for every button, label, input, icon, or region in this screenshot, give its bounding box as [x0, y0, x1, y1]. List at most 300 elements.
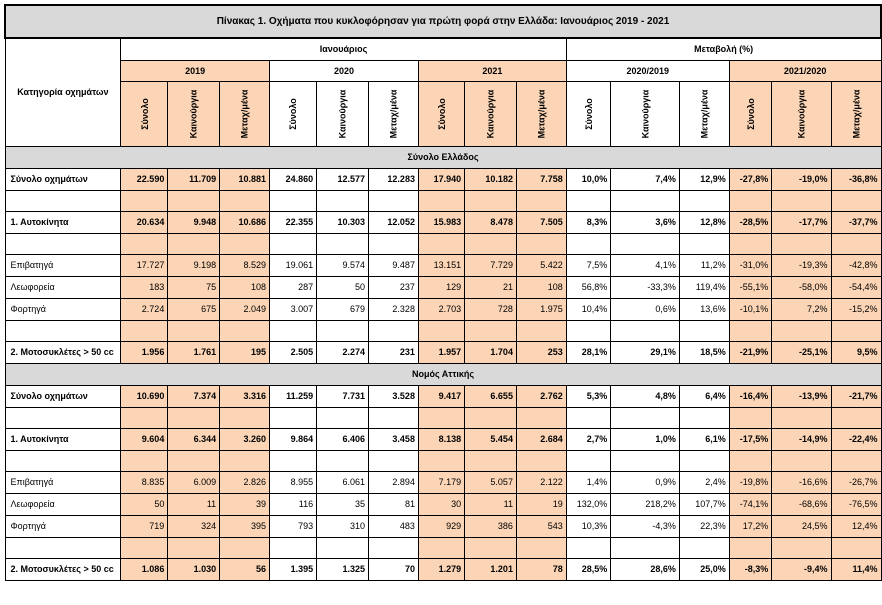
data-cell: 10.881	[220, 168, 270, 190]
data-cell: -21,7%	[831, 385, 881, 407]
data-cell: 25,0%	[679, 558, 729, 580]
data-cell	[220, 320, 270, 341]
vehicles-table	[4, 4, 882, 581]
data-cell: 6.344	[168, 428, 220, 450]
sub-header-label: Μεταχ/μένα	[851, 89, 862, 138]
data-cell	[270, 537, 317, 558]
data-cell	[168, 190, 220, 211]
data-cell: -36,8%	[831, 168, 881, 190]
data-cell	[566, 233, 610, 254]
data-cell: -25,1%	[772, 341, 831, 363]
data-cell: 8.835	[121, 471, 168, 493]
data-cell: 9.417	[418, 385, 464, 407]
data-cell	[121, 233, 168, 254]
data-cell: 2.505	[270, 341, 317, 363]
row-label: 2. Μοτοσυκλέτες > 50 cc	[5, 341, 121, 363]
data-cell: 9.948	[168, 211, 220, 233]
change-group-header: Μεταβολή (%)	[566, 38, 881, 60]
data-cell: 2.684	[516, 428, 566, 450]
sub-header-label: Σύνολο	[745, 97, 756, 130]
data-cell: 5,3%	[566, 385, 610, 407]
sub-header-label: Σύνολο	[436, 97, 447, 130]
data-cell: 6.655	[465, 385, 517, 407]
data-cell: 24.860	[270, 168, 317, 190]
data-cell	[566, 320, 610, 341]
data-cell	[121, 190, 168, 211]
data-cell: 28,5%	[566, 558, 610, 580]
data-cell: -4,3%	[611, 515, 680, 537]
data-cell: -17,7%	[772, 211, 831, 233]
row-label: Φορτηγά	[5, 515, 121, 537]
data-cell: 129	[418, 276, 464, 298]
data-cell: 2.724	[121, 298, 168, 320]
data-cell: -76,5%	[831, 493, 881, 515]
data-cell	[679, 450, 729, 471]
data-cell: 12,9%	[679, 168, 729, 190]
data-cell: 1.395	[270, 558, 317, 580]
row-label: 2. Μοτοσυκλέτες > 50 cc	[5, 558, 121, 580]
change-header-2021-2020: 2021/2020	[729, 60, 881, 81]
data-cell: 8.478	[465, 211, 517, 233]
data-cell	[679, 537, 729, 558]
data-cell: 11	[168, 493, 220, 515]
sub-header-label: Καινούργια	[640, 89, 651, 138]
data-cell: 6,1%	[679, 428, 729, 450]
table-row	[5, 298, 881, 320]
data-cell	[418, 450, 464, 471]
data-cell: 8.955	[270, 471, 317, 493]
category-header: Κατηγορία οχημάτων	[5, 38, 121, 146]
data-cell	[566, 407, 610, 428]
data-cell	[270, 320, 317, 341]
data-cell: 28,6%	[611, 558, 680, 580]
data-cell: 7.505	[516, 211, 566, 233]
sub-header-label: Καινούργια	[337, 89, 348, 138]
row-label: Λεωφορεία	[5, 276, 121, 298]
data-cell: 12,4%	[831, 515, 881, 537]
data-cell: 11,2%	[679, 254, 729, 276]
data-cell: 116	[270, 493, 317, 515]
data-cell: 75	[168, 276, 220, 298]
data-cell	[516, 190, 566, 211]
row-label: Σύνολο οχημάτων	[5, 385, 121, 407]
sub-header-cell	[368, 81, 418, 146]
data-cell	[729, 320, 771, 341]
data-cell: 253	[516, 341, 566, 363]
data-cell: 50	[121, 493, 168, 515]
data-cell: 8,3%	[566, 211, 610, 233]
data-cell: -58,0%	[772, 276, 831, 298]
data-cell	[679, 407, 729, 428]
data-cell: 2.894	[368, 471, 418, 493]
data-cell	[317, 320, 369, 341]
row-label: Επιβατηγά	[5, 471, 121, 493]
report-table-wrapper	[4, 4, 882, 581]
data-cell: 1.325	[317, 558, 369, 580]
data-cell: 10,0%	[566, 168, 610, 190]
data-cell: -37,7%	[831, 211, 881, 233]
data-cell: 108	[220, 276, 270, 298]
data-cell: 4,8%	[611, 385, 680, 407]
data-cell	[317, 450, 369, 471]
data-cell: 15.983	[418, 211, 464, 233]
data-cell: 28,1%	[566, 341, 610, 363]
data-cell: 11.709	[168, 168, 220, 190]
data-cell	[368, 320, 418, 341]
data-cell: 81	[368, 493, 418, 515]
data-cell: -68,6%	[772, 493, 831, 515]
data-cell	[418, 190, 464, 211]
data-cell: -10,1%	[729, 298, 771, 320]
spacer-row	[5, 407, 881, 428]
data-cell: 30	[418, 493, 464, 515]
data-cell: 7.179	[418, 471, 464, 493]
data-cell	[168, 233, 220, 254]
data-cell: -74,1%	[729, 493, 771, 515]
data-cell	[270, 450, 317, 471]
sub-header-cell	[418, 81, 464, 146]
data-cell	[270, 190, 317, 211]
data-cell: 2.826	[220, 471, 270, 493]
data-cell: 9,5%	[831, 341, 881, 363]
sub-header-cell	[611, 81, 680, 146]
data-cell: 13.151	[418, 254, 464, 276]
data-cell	[465, 537, 517, 558]
data-cell: 237	[368, 276, 418, 298]
data-cell: 1,4%	[566, 471, 610, 493]
data-cell: 10,4%	[566, 298, 610, 320]
data-cell: -55,1%	[729, 276, 771, 298]
data-cell: 108	[516, 276, 566, 298]
row-label	[5, 190, 121, 211]
data-cell: 9.604	[121, 428, 168, 450]
data-cell	[465, 190, 517, 211]
section-header: Σύνολο Ελλάδος	[5, 146, 881, 168]
data-cell: 3.260	[220, 428, 270, 450]
data-cell: 29,1%	[611, 341, 680, 363]
data-cell: 5.422	[516, 254, 566, 276]
sub-header-label: Μεταχ/μένα	[699, 89, 710, 138]
data-cell	[121, 537, 168, 558]
data-cell	[368, 190, 418, 211]
data-cell: 70	[368, 558, 418, 580]
data-cell: 2.762	[516, 385, 566, 407]
data-cell: 183	[121, 276, 168, 298]
data-cell: 929	[418, 515, 464, 537]
row-label: 1. Αυτοκίνητα	[5, 211, 121, 233]
data-cell: 1.975	[516, 298, 566, 320]
data-cell: 7,5%	[566, 254, 610, 276]
data-cell: 9.864	[270, 428, 317, 450]
data-cell	[270, 407, 317, 428]
sub-header-cell	[772, 81, 831, 146]
data-cell: 132,0%	[566, 493, 610, 515]
data-cell: 7,4%	[611, 168, 680, 190]
data-cell: 195	[220, 341, 270, 363]
spacer-row	[5, 233, 881, 254]
data-cell: 6.406	[317, 428, 369, 450]
data-cell	[729, 537, 771, 558]
data-cell: 12.283	[368, 168, 418, 190]
table-row	[5, 428, 881, 450]
data-cell	[566, 450, 610, 471]
row-label	[5, 450, 121, 471]
data-cell: 10.303	[317, 211, 369, 233]
row-label	[5, 537, 121, 558]
data-cell	[121, 450, 168, 471]
data-cell: 1.761	[168, 341, 220, 363]
data-cell: 17,2%	[729, 515, 771, 537]
data-cell: 287	[270, 276, 317, 298]
data-cell	[220, 450, 270, 471]
sub-header-cell	[317, 81, 369, 146]
data-cell	[831, 320, 881, 341]
data-cell	[168, 320, 220, 341]
table-row	[5, 493, 881, 515]
table-row	[5, 558, 881, 580]
data-cell: 1.704	[465, 341, 517, 363]
data-cell: 2.328	[368, 298, 418, 320]
row-label	[5, 320, 121, 341]
data-cell	[831, 537, 881, 558]
change-header-2020-2019: 2020/2019	[566, 60, 729, 81]
year-header-2020: 2020	[270, 60, 419, 81]
table-row	[5, 276, 881, 298]
data-cell: 12,8%	[679, 211, 729, 233]
data-cell: 1.201	[465, 558, 517, 580]
data-cell	[729, 450, 771, 471]
data-cell: -19,3%	[772, 254, 831, 276]
data-cell: 2,7%	[566, 428, 610, 450]
sub-header-label: Μεταχ/μένα	[239, 89, 250, 138]
data-cell	[317, 190, 369, 211]
data-cell	[465, 450, 517, 471]
sub-header-cell	[831, 81, 881, 146]
data-cell: -28,5%	[729, 211, 771, 233]
data-cell: -21,9%	[729, 341, 771, 363]
sub-header-cell	[270, 81, 317, 146]
data-cell: 2.049	[220, 298, 270, 320]
table-row	[5, 471, 881, 493]
sub-header-cell	[566, 81, 610, 146]
data-cell	[220, 233, 270, 254]
sub-header-label: Καινούργια	[796, 89, 807, 138]
data-cell	[418, 407, 464, 428]
data-cell: -42,8%	[831, 254, 881, 276]
data-cell: -8,3%	[729, 558, 771, 580]
data-cell	[368, 537, 418, 558]
data-cell	[465, 407, 517, 428]
data-cell	[831, 190, 881, 211]
data-cell	[516, 233, 566, 254]
year-header-2019: 2019	[121, 60, 270, 81]
data-cell: 12.052	[368, 211, 418, 233]
data-cell: 0,6%	[611, 298, 680, 320]
data-cell: 39	[220, 493, 270, 515]
data-cell: 2.703	[418, 298, 464, 320]
data-cell: 0,9%	[611, 471, 680, 493]
data-cell: 543	[516, 515, 566, 537]
data-cell: -31,0%	[729, 254, 771, 276]
spacer-row	[5, 320, 881, 341]
data-cell: 10,3%	[566, 515, 610, 537]
data-cell: 1.956	[121, 341, 168, 363]
data-cell: -13,9%	[772, 385, 831, 407]
data-cell: 1.957	[418, 341, 464, 363]
sub-header-cell	[679, 81, 729, 146]
data-cell: 1.086	[121, 558, 168, 580]
data-cell: -19,0%	[772, 168, 831, 190]
data-cell	[317, 407, 369, 428]
data-cell: 56,8%	[566, 276, 610, 298]
data-cell: -27,8%	[729, 168, 771, 190]
data-cell	[168, 450, 220, 471]
data-cell	[516, 450, 566, 471]
data-cell: -15,2%	[831, 298, 881, 320]
sub-header-label: Καινούργια	[485, 89, 496, 138]
data-cell: 10.686	[220, 211, 270, 233]
data-cell	[121, 407, 168, 428]
data-cell: -26,7%	[831, 471, 881, 493]
sub-header-label: Σύνολο	[583, 97, 594, 130]
data-cell	[220, 537, 270, 558]
data-cell	[418, 537, 464, 558]
data-cell: 5.454	[465, 428, 517, 450]
data-cell	[611, 450, 680, 471]
data-cell: 24,5%	[772, 515, 831, 537]
data-cell: 18,5%	[679, 341, 729, 363]
data-cell: 11.259	[270, 385, 317, 407]
sub-header-cell	[168, 81, 220, 146]
section-header: Νομός Αττικής	[5, 363, 881, 385]
data-cell: 6.061	[317, 471, 369, 493]
data-cell	[270, 233, 317, 254]
row-label: Σύνολο οχημάτων	[5, 168, 121, 190]
sub-header-cell	[516, 81, 566, 146]
table-row	[5, 385, 881, 407]
row-label: Φορτηγά	[5, 298, 121, 320]
sub-header-cell	[465, 81, 517, 146]
data-cell: 9.574	[317, 254, 369, 276]
data-cell	[679, 190, 729, 211]
data-cell: 1.030	[168, 558, 220, 580]
data-cell: 675	[168, 298, 220, 320]
data-cell	[168, 407, 220, 428]
data-cell: 483	[368, 515, 418, 537]
data-cell: 218,2%	[611, 493, 680, 515]
data-cell: 719	[121, 515, 168, 537]
data-cell	[831, 233, 881, 254]
data-cell	[368, 450, 418, 471]
data-cell	[220, 190, 270, 211]
data-cell	[611, 233, 680, 254]
data-cell: 19.061	[270, 254, 317, 276]
table-row	[5, 341, 881, 363]
row-label	[5, 407, 121, 428]
data-cell: 231	[368, 341, 418, 363]
spacer-row	[5, 190, 881, 211]
data-cell	[679, 233, 729, 254]
data-cell: 4,1%	[611, 254, 680, 276]
data-cell: 17.940	[418, 168, 464, 190]
data-cell: 11,4%	[831, 558, 881, 580]
data-cell: 6.009	[168, 471, 220, 493]
data-cell	[566, 190, 610, 211]
data-cell: 386	[465, 515, 517, 537]
data-cell	[220, 407, 270, 428]
data-cell: 7.731	[317, 385, 369, 407]
data-cell: 5.057	[465, 471, 517, 493]
data-cell: 11	[465, 493, 517, 515]
data-cell	[317, 537, 369, 558]
data-cell	[611, 320, 680, 341]
data-cell	[368, 233, 418, 254]
data-cell: -19,8%	[729, 471, 771, 493]
data-cell: 56	[220, 558, 270, 580]
data-cell	[368, 407, 418, 428]
data-cell: 793	[270, 515, 317, 537]
data-cell	[772, 537, 831, 558]
data-cell: 17.727	[121, 254, 168, 276]
data-cell: 728	[465, 298, 517, 320]
data-cell: 13,6%	[679, 298, 729, 320]
data-cell: 3.528	[368, 385, 418, 407]
data-cell: 10.690	[121, 385, 168, 407]
data-cell: 3.458	[368, 428, 418, 450]
sub-header-cell	[121, 81, 168, 146]
data-cell: 20.634	[121, 211, 168, 233]
spacer-row	[5, 537, 881, 558]
data-cell	[772, 320, 831, 341]
data-cell: 22.355	[270, 211, 317, 233]
row-label: Επιβατηγά	[5, 254, 121, 276]
data-cell: 395	[220, 515, 270, 537]
data-cell: -17,5%	[729, 428, 771, 450]
data-cell	[772, 450, 831, 471]
data-cell	[831, 407, 881, 428]
data-cell	[168, 537, 220, 558]
data-cell: 119,4%	[679, 276, 729, 298]
data-cell: 3.316	[220, 385, 270, 407]
data-cell	[729, 190, 771, 211]
data-cell: -54,4%	[831, 276, 881, 298]
data-cell: 10.182	[465, 168, 517, 190]
data-cell: -14,9%	[772, 428, 831, 450]
data-cell: 21	[465, 276, 517, 298]
data-cell	[418, 233, 464, 254]
data-cell	[772, 190, 831, 211]
data-cell: 9.487	[368, 254, 418, 276]
data-cell: 8.138	[418, 428, 464, 450]
data-cell	[729, 407, 771, 428]
data-cell	[516, 407, 566, 428]
data-cell	[418, 320, 464, 341]
data-cell: 3,6%	[611, 211, 680, 233]
data-cell	[465, 233, 517, 254]
data-cell: 50	[317, 276, 369, 298]
data-cell: 8.529	[220, 254, 270, 276]
data-cell: 6,4%	[679, 385, 729, 407]
spacer-row	[5, 450, 881, 471]
data-cell: -16,6%	[772, 471, 831, 493]
data-cell	[729, 233, 771, 254]
data-cell: 1,0%	[611, 428, 680, 450]
data-cell	[516, 537, 566, 558]
row-label: 1. Αυτοκίνητα	[5, 428, 121, 450]
data-cell: 9.198	[168, 254, 220, 276]
data-cell: 7.729	[465, 254, 517, 276]
data-cell: 679	[317, 298, 369, 320]
